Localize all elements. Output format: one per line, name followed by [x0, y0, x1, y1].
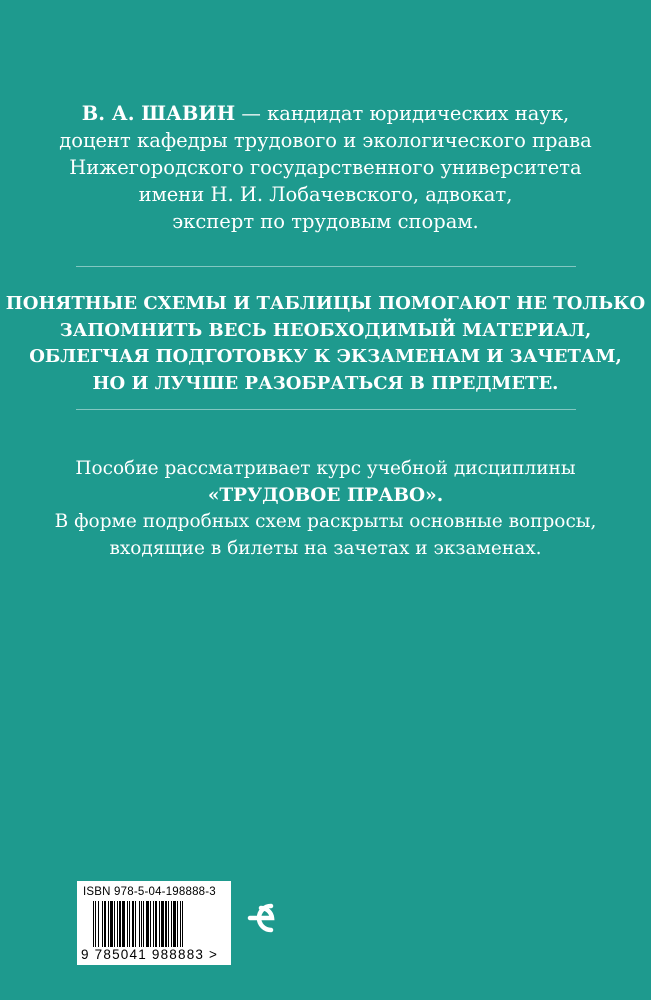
- course-title: «ТРУДОВОЕ ПРАВО».: [207, 484, 444, 506]
- promo-line: ПОНЯТНЫЕ СХЕМЫ И ТАБЛИЦЫ ПОМОГАЮТ НЕ ТОЛЬКО: [5, 293, 646, 314]
- promo-line: ЗАПОМНИТЬ ВЕСЬ НЕОБХОДИМЫЙ МАТЕРИАЛ,: [59, 319, 592, 341]
- description-line: Пособие рассматривает курс учебной дисциплины: [75, 458, 576, 479]
- divider-bottom: [76, 409, 576, 410]
- barcode-digits: 9 785041 988883 >: [81, 947, 219, 962]
- author-bio-line: эксперт по трудовым спорам.: [172, 210, 479, 233]
- divider-top: [76, 266, 576, 267]
- promo-line: ОБЛЕГЧАЯ ПОДГОТОВКУ К ЭКЗАМЕНАМ И ЗАЧЕТАМ,: [29, 346, 622, 367]
- promo-line: НО И ЛУЧШЕ РАЗОБРАТЬСЯ В ПРЕДМЕТЕ.: [92, 372, 559, 394]
- author-bio-text: — кандидат юридических наук,: [235, 102, 570, 125]
- description-line: входящие в билеты на зачетах и экзаменах.: [109, 537, 542, 559]
- author-bio-line: [0, 100, 651, 127]
- author-bio-line: доцент кафедры трудового и экологического права: [59, 129, 592, 152]
- author-bio-line: Нижегородского государственного университета: [69, 156, 582, 179]
- book-description: [0, 456, 651, 562]
- author-bio: [0, 100, 651, 235]
- promo-text: [0, 291, 651, 397]
- author-bio-line: имени Н. И. Лобачевского, адвокат,: [138, 183, 513, 206]
- publisher-e-logo-icon: [245, 896, 277, 940]
- barcode-bars-icon: [93, 901, 221, 947]
- author-name: В. А. ШАВИН: [81, 102, 236, 125]
- barcode: [77, 881, 231, 965]
- isbn-label: ISBN 978-5-04-198888-3: [83, 886, 216, 898]
- description-line: В форме подробных схем раскрыты основные вопросы,: [54, 511, 597, 532]
